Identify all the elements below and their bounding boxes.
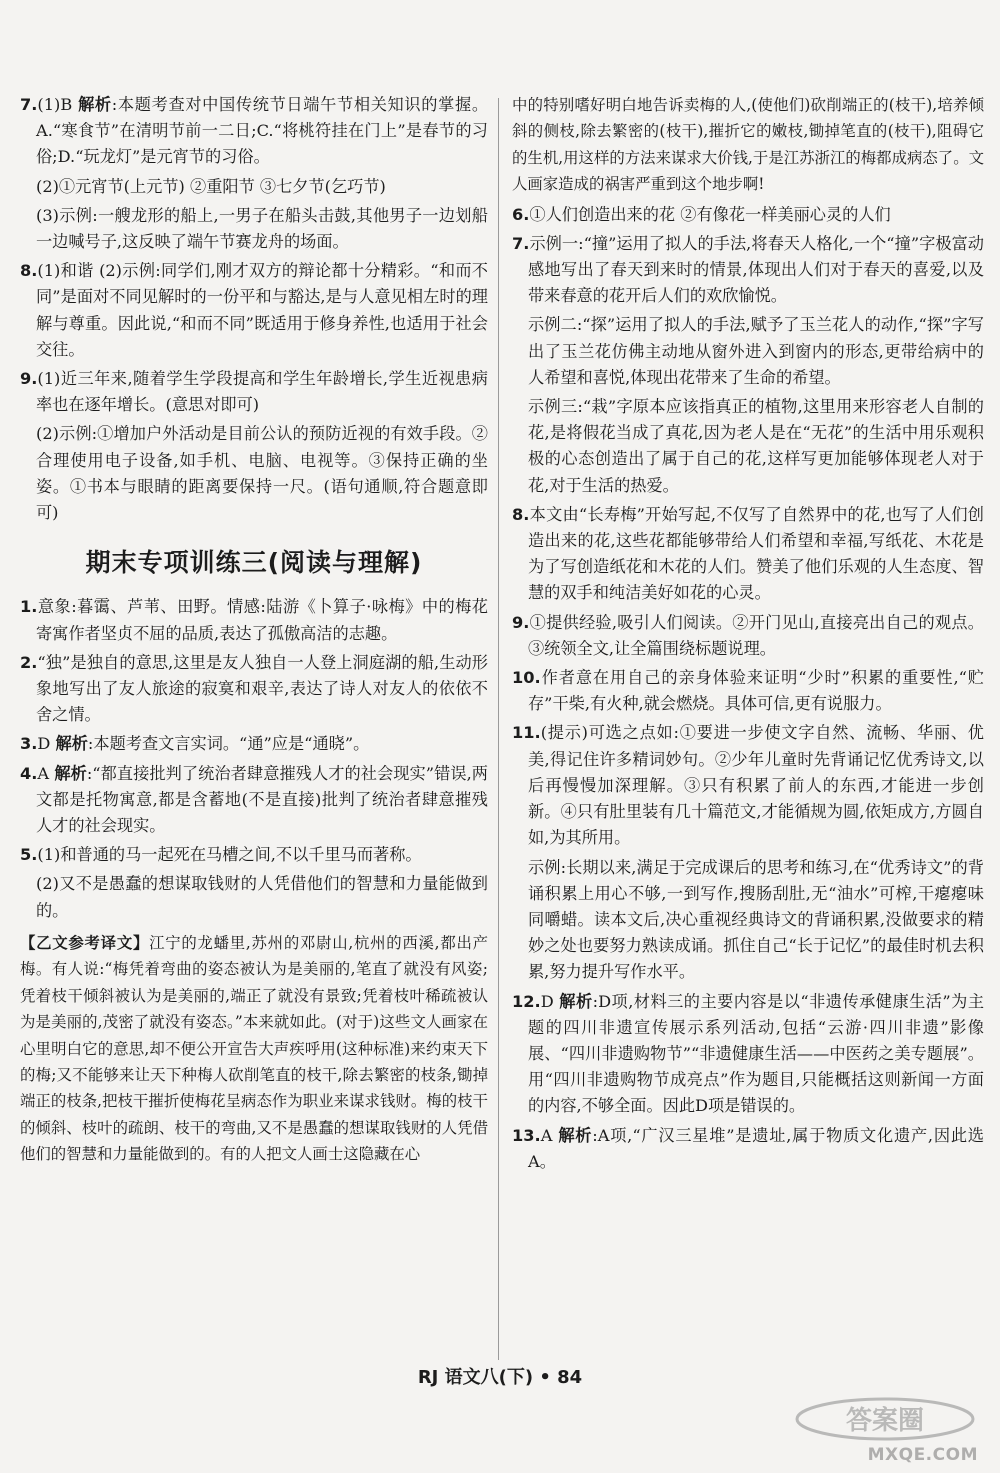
answer-8r: 8.本文由“长寿梅”开始写起,不仅写了自然界中的花,也写了人们创造出来的花,这些花都能够带给人们希望和幸福,写纸花、木花是为了写创造纸花和木花的人们。赞美了他们乐观的人生态度、智慧的双手和纯洁美好如花的心灵。 [512, 504, 984, 603]
translation-block [20, 930, 488, 1168]
answer-1: 1.意象:暮霭、芦苇、田野。情感:陆游《卜算子·咏梅》中的梅花寄寓作者坚贞不屈的品质,表达了孤傲高洁的志趣。 [20, 597, 488, 643]
answer-5-2: (2)又不是愚蠢的想谋取钱财的人凭借他们的智慧和力量能做到的。 [36, 874, 488, 920]
answer-6: 6.①人们创造出来的花 ②有像花一样美丽心灵的人们 [512, 204, 891, 224]
page-footer: RJ 语文八(下) • 84 [417, 1367, 583, 1388]
answer-13: 13.A 解析:A项,“广汉三星堆”是遗址,属于物质文化遗产,因此选A。 [512, 1125, 984, 1171]
translation-tag: 【乙文参考译文】 [20, 933, 150, 952]
answer-4: 4.A 解析:“都直接批判了统治者肆意摧残人才的社会现实”错误,两文都是托物寓意,都是含蓄地(不是直接)批判了统治者肆意摧残人才的社会现实。 [20, 763, 488, 836]
section-title: 期末专项训练三(阅读与理解) [85, 548, 423, 578]
answer-9-2: (2)示例:①增加户外活动是目前公认的预防近视的有效手段。②合理使用电子设备,如手机、电脑、电视等。③保持正确的坐姿。①书本与眼睛的距离要保持一尺。(语句通顺,符合题意即可) [36, 424, 488, 523]
answer-7-3: (3)示例:一艘龙形的船上,一男子在船头击鼓,其他男子一边划船一边喊号子,这反映了端午节赛龙舟的场面。 [36, 205, 488, 252]
right-column [512, 92, 984, 1178]
answer-7r-2: 示例二:“探”运用了拟人的手法,赋予了玉兰花人的动作,“探”字写出了玉兰花仿佛主动地从窗外进入到窗内的形态,更带给病中的人希望和喜悦,体现出花带来了生命的希望。 [528, 315, 984, 387]
answer-10: 10.作者意在用自己的亲身体验来证明“少时”积累的重要性,“贮存”干柴,有火种,就会燃烧。具体可信,更有说服力。 [512, 668, 984, 714]
watermark-big-text: 答案圈 [845, 1406, 925, 1436]
answer-5: 5.(1)和普通的马一起死在马槽之间,不以千里马而著称。 [20, 845, 422, 865]
answer-11: 11.(提示)可选之点如:①要进一步使文字自然、流畅、华丽、优美,得记住许多精词妙句。②少年儿童时先背诵记忆优秀诗文,以后再慢慢加深理解。③只有积累了前人的东西,才能进一步创新。④只有肚里装有几十篇范文,才能循规为圆,依矩成方,方圆自如,为其所用。 [512, 723, 984, 848]
answer-12: 12.D 解析:D项,材料三的主要内容是以“非遗传承健康生活”为主题的四川非遗宣传展示系列活动,包括“云游·四川非遗”影像展、“四川非遗购物节”“非遗健康生活——中医药之美专题展”。用“四川非遗购物节成亮点”作为题目,只能概括这则新闻一方面的内容,不够全面。因此D项是错误的。 [512, 991, 985, 1116]
answer-2: 2.“独”是独自的意思,这里是友人独自一人登上洞庭湖的船,生动形象地写出了友人旅途的寂寞和艰辛,表达了诗人对友人的依依不舍之情。 [20, 652, 488, 725]
watermark-site-text: MXQE.COM [867, 1445, 978, 1465]
answer-9r: 9.①提供经验,吸引人们阅读。②开门见山,直接亮出自己的观点。③统领全文,让全篇围绕标题说理。 [512, 612, 984, 658]
answer-9: 9.(1)近三年来,随着学生学段提高和学生年龄增长,学生近视患病率也在逐年增长。(意思对即可) [20, 369, 488, 415]
answer-11-2: 示例:长期以来,满足于完成课后的思考和练习,在“优秀诗文”的背诵积累上用心不够,一到写作,搜肠刮肚,无“油水”可榨,干瘪瘪味同嚼蜡。读本文后,决心重视经典诗文的背诵积累,没做要求的精妙之处也要努力熟读成诵。抓住自己“长于记忆”的最佳时机去积累,努力提升写作水平。 [528, 857, 984, 982]
watermark-logo [790, 1395, 980, 1465]
answer-7r-3: 示例三:“栽”字原本应该指真正的植物,这里用来形容老人自制的花,是将假花当成了真花,因为老人是在“无花”的生活中用乐观积极的心态创造出了属于自己的花,这样写更加能够体现老人对于花,对于生活的热爱。 [528, 397, 984, 495]
answer-7: 7.(1)B 解析:本题考查对中国传统节日端午节相关知识的掌握。A.“寒食节”在清明节前一二日;C.“将桃符挂在门上”是春节的习俗;D.“玩龙灯”是元宵节的习俗。 [20, 95, 489, 167]
translation-continued: 中的特别嗜好明白地告诉卖梅的人,(使他们)砍削端正的(枝干),培养倾斜的侧枝,除去繁密的(枝干),摧折它的嫩枝,锄掉笔直的(枝干),阻碍它的生机,用这样的方法来谋求大价钱,于是江苏浙江的梅都成病态了。文人画家造成的祸害严重到这个地步啊! [512, 96, 984, 194]
column-divider [498, 98, 499, 1360]
left-column [20, 92, 488, 1168]
translation-text: 江宁的龙蟠里,苏州的邓尉山,杭州的西溪,都出产梅。有人说:“梅凭着弯曲的姿态被认为是美丽的,笔直了就没有风姿;凭着枝干倾斜被认为是美丽的,端正了就没有景致;凭着枝叶稀疏被认为是美丽的,茂密了就没有姿态。”本来就如此。(对于)这些文人画家在心里明白它的意思,却不便公开宣告大声疾呼用(这种标准)来约束天下的梅;又不能够来让天下种梅人砍削笔直的枝干,除去繁密的枝条,锄掉端正的枝条,把枝干摧折使梅花呈病态作为职业来谋求钱财。梅的枝干的倾斜、枝叶的疏朗、枝干的弯曲,又不是愚蠢的想谋取钱财的人凭借他们的智慧和力量能做到的。有的人把文人画士这隐藏在心 [20, 933, 488, 1164]
answer-8: 8.(1)和谐 (2)示例:同学们,刚才双方的辩论都十分精彩。“和而不同”是面对不同见解时的一份平和与豁达,是与人意见相左时的理解与尊重。因此说,“和而不同”既适用于修身养性,也适用于社会交往。 [20, 261, 488, 359]
answer-7-2: (2)①元宵节(上元节) ②重阳节 ③七夕节(乞巧节) [36, 176, 386, 196]
answer-3: 3.D 解析:本题考查文言实词。“通”应是“通晓”。 [20, 734, 370, 754]
answer-7r: 7.示例一:“撞”运用了拟人的手法,将春天人格化,一个“撞”字极富动感地写出了春天到来时的情景,体现出人们对于春天的喜爱,以及带来春意的花开后人们的欢欣愉悦。 [512, 233, 984, 306]
